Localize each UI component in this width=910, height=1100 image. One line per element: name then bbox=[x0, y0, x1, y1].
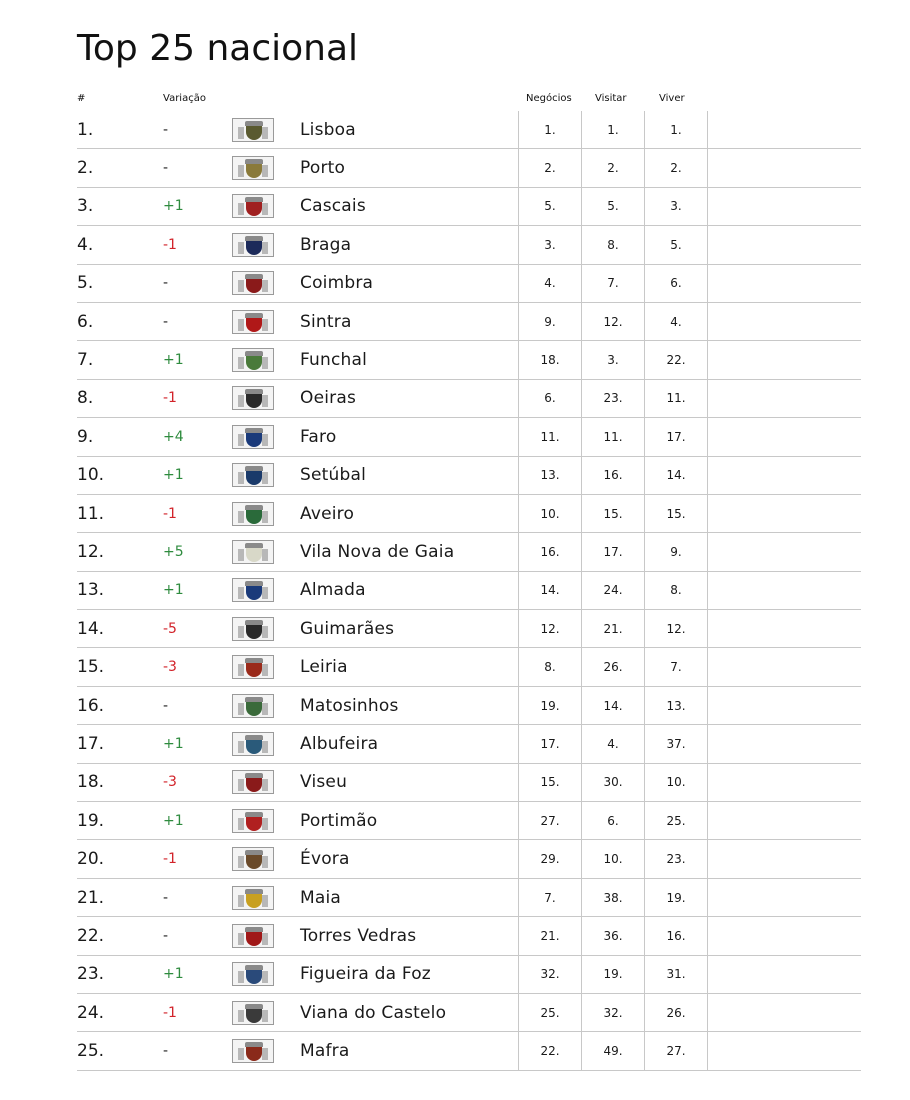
rank-position: 20. bbox=[77, 849, 105, 870]
city-name[interactable]: Aveiro bbox=[300, 503, 355, 524]
visit-rank: 32. bbox=[582, 993, 645, 1031]
city-name[interactable]: Cascais bbox=[300, 196, 366, 217]
rank-variation: - bbox=[163, 927, 169, 944]
row-spacer bbox=[708, 1032, 862, 1070]
rank-variation: -3 bbox=[163, 659, 177, 676]
city-name[interactable]: Viana do Castelo bbox=[300, 1002, 447, 1023]
crest-cell bbox=[232, 302, 300, 340]
visit-rank: 11. bbox=[582, 418, 645, 456]
table-row[interactable] bbox=[77, 878, 861, 916]
rank-position: 10. bbox=[77, 465, 105, 486]
table-row[interactable] bbox=[77, 955, 861, 993]
row-spacer bbox=[708, 686, 862, 724]
business-rank: 3. bbox=[519, 226, 582, 264]
city-name[interactable]: Torres Vedras bbox=[300, 925, 417, 946]
row-spacer bbox=[708, 610, 862, 648]
city-name[interactable]: Vila Nova de Gaia bbox=[300, 541, 455, 562]
table-row[interactable] bbox=[77, 648, 861, 686]
rank-variation: -3 bbox=[163, 774, 177, 791]
live-rank: 7. bbox=[645, 648, 708, 686]
city-name[interactable]: Maia bbox=[300, 887, 342, 908]
row-spacer bbox=[708, 840, 862, 878]
crest-cell bbox=[232, 341, 300, 379]
visit-rank: 16. bbox=[582, 456, 645, 494]
crest-icon bbox=[232, 310, 274, 334]
crest-cell bbox=[232, 494, 300, 532]
visit-rank: 12. bbox=[582, 302, 645, 340]
crest-cell bbox=[232, 418, 300, 456]
live-rank: 2. bbox=[645, 149, 708, 187]
crest-icon bbox=[232, 118, 274, 142]
rank-position: 16. bbox=[77, 695, 105, 716]
row-spacer bbox=[708, 802, 862, 840]
business-rank: 21. bbox=[519, 917, 582, 955]
crest-icon bbox=[232, 809, 274, 833]
rank-variation: - bbox=[163, 160, 169, 177]
crest-cell bbox=[232, 111, 300, 149]
crest-cell bbox=[232, 955, 300, 993]
rank-position: 24. bbox=[77, 1002, 105, 1023]
table-row[interactable] bbox=[77, 763, 861, 801]
business-rank: 29. bbox=[519, 840, 582, 878]
rank-position: 3. bbox=[77, 196, 94, 217]
header-visit: Visitar bbox=[595, 93, 627, 104]
live-rank: 4. bbox=[645, 302, 708, 340]
rank-variation: -1 bbox=[163, 851, 177, 868]
crest-cell bbox=[232, 802, 300, 840]
visit-rank: 15. bbox=[582, 494, 645, 532]
table-row[interactable] bbox=[77, 993, 861, 1031]
business-rank: 4. bbox=[519, 264, 582, 302]
rank-position: 19. bbox=[77, 810, 105, 831]
table-row[interactable] bbox=[77, 379, 861, 417]
crest-cell bbox=[232, 993, 300, 1031]
crest-cell bbox=[232, 763, 300, 801]
crest-icon bbox=[232, 271, 274, 295]
visit-rank: 19. bbox=[582, 955, 645, 993]
business-rank: 10. bbox=[519, 494, 582, 532]
business-rank: 5. bbox=[519, 187, 582, 225]
crest-icon bbox=[232, 847, 274, 871]
table-row[interactable] bbox=[77, 302, 861, 340]
rank-position: 8. bbox=[77, 388, 94, 409]
header-variation: Variação bbox=[163, 93, 206, 104]
rank-variation: -1 bbox=[163, 505, 177, 522]
table-row[interactable] bbox=[77, 533, 861, 571]
visit-rank: 26. bbox=[582, 648, 645, 686]
live-rank: 3. bbox=[645, 187, 708, 225]
crest-icon bbox=[232, 924, 274, 948]
rank-variation: -5 bbox=[163, 620, 177, 637]
rank-position: 25. bbox=[77, 1041, 105, 1062]
business-rank: 19. bbox=[519, 686, 582, 724]
business-rank: 11. bbox=[519, 418, 582, 456]
rank-variation: -1 bbox=[163, 236, 177, 253]
row-spacer bbox=[708, 494, 862, 532]
city-name[interactable]: Sintra bbox=[300, 311, 352, 332]
rank-variation: +4 bbox=[163, 428, 184, 445]
rank-position: 17. bbox=[77, 733, 105, 754]
live-rank: 1. bbox=[645, 111, 708, 149]
live-rank: 25. bbox=[645, 802, 708, 840]
city-name[interactable]: Guimarães bbox=[300, 618, 395, 639]
rank-variation: - bbox=[163, 313, 169, 330]
rank-variation: +1 bbox=[163, 352, 184, 369]
rank-position: 2. bbox=[77, 158, 94, 179]
row-spacer bbox=[708, 379, 862, 417]
table-row[interactable] bbox=[77, 111, 861, 149]
city-name[interactable]: Coimbra bbox=[300, 273, 374, 294]
city-name[interactable]: Almada bbox=[300, 580, 366, 601]
visit-rank: 5. bbox=[582, 187, 645, 225]
live-rank: 16. bbox=[645, 917, 708, 955]
live-rank: 22. bbox=[645, 341, 708, 379]
city-name[interactable]: Funchal bbox=[300, 350, 368, 371]
live-rank: 26. bbox=[645, 993, 708, 1031]
business-rank: 27. bbox=[519, 802, 582, 840]
rank-position: 15. bbox=[77, 657, 105, 678]
table-row[interactable] bbox=[77, 149, 861, 187]
crest-cell bbox=[232, 917, 300, 955]
crest-icon bbox=[232, 732, 274, 756]
row-spacer bbox=[708, 993, 862, 1031]
rank-position: 9. bbox=[77, 426, 94, 447]
business-rank: 25. bbox=[519, 993, 582, 1031]
crest-icon bbox=[232, 233, 274, 257]
row-spacer bbox=[708, 878, 862, 916]
city-name[interactable]: Faro bbox=[300, 426, 337, 447]
table-row[interactable] bbox=[77, 264, 861, 302]
crest-cell bbox=[232, 456, 300, 494]
crest-icon bbox=[232, 425, 274, 449]
crest-cell bbox=[232, 379, 300, 417]
business-rank: 13. bbox=[519, 456, 582, 494]
crest-cell bbox=[232, 725, 300, 763]
city-name[interactable]: Albufeira bbox=[300, 733, 379, 754]
crest-cell bbox=[232, 610, 300, 648]
page-title: Top 25 nacional bbox=[77, 28, 359, 69]
crest-icon bbox=[232, 962, 274, 986]
crest-icon bbox=[232, 1039, 274, 1063]
rank-position: 12. bbox=[77, 541, 105, 562]
rank-position: 1. bbox=[77, 119, 94, 140]
crest-icon bbox=[232, 194, 274, 218]
rank-position: 11. bbox=[77, 503, 105, 524]
crest-cell bbox=[232, 686, 300, 724]
table-row[interactable] bbox=[77, 610, 861, 648]
crest-icon bbox=[232, 694, 274, 718]
table-row[interactable] bbox=[77, 725, 861, 763]
rank-variation: +1 bbox=[163, 812, 184, 829]
rank-position: 4. bbox=[77, 234, 94, 255]
crest-icon bbox=[232, 386, 274, 410]
visit-rank: 38. bbox=[582, 878, 645, 916]
live-rank: 23. bbox=[645, 840, 708, 878]
row-spacer bbox=[708, 763, 862, 801]
city-name[interactable]: Leiria bbox=[300, 657, 348, 678]
rank-variation: - bbox=[163, 121, 169, 138]
crest-cell bbox=[232, 1032, 300, 1070]
visit-rank: 1. bbox=[582, 111, 645, 149]
crest-icon bbox=[232, 578, 274, 602]
live-rank: 17. bbox=[645, 418, 708, 456]
live-rank: 27. bbox=[645, 1032, 708, 1070]
visit-rank: 49. bbox=[582, 1032, 645, 1070]
visit-rank: 8. bbox=[582, 226, 645, 264]
live-rank: 6. bbox=[645, 264, 708, 302]
visit-rank: 17. bbox=[582, 533, 645, 571]
row-spacer bbox=[708, 264, 862, 302]
row-spacer bbox=[708, 187, 862, 225]
rank-variation: - bbox=[163, 889, 169, 906]
business-rank: 17. bbox=[519, 725, 582, 763]
rank-position: 5. bbox=[77, 273, 94, 294]
business-rank: 15. bbox=[519, 763, 582, 801]
crest-cell bbox=[232, 149, 300, 187]
live-rank: 14. bbox=[645, 456, 708, 494]
table-row[interactable] bbox=[77, 802, 861, 840]
row-spacer bbox=[708, 571, 862, 609]
business-rank: 7. bbox=[519, 878, 582, 916]
city-name[interactable]: Figueira da Foz bbox=[300, 964, 431, 985]
table-row[interactable] bbox=[77, 418, 861, 456]
rank-position: 6. bbox=[77, 311, 94, 332]
table-row[interactable] bbox=[77, 494, 861, 532]
crest-icon bbox=[232, 886, 274, 910]
row-spacer bbox=[708, 648, 862, 686]
row-spacer bbox=[708, 917, 862, 955]
crest-icon bbox=[232, 770, 274, 794]
business-rank: 12. bbox=[519, 610, 582, 648]
rank-position: 18. bbox=[77, 772, 105, 793]
visit-rank: 3. bbox=[582, 341, 645, 379]
crest-cell bbox=[232, 840, 300, 878]
city-name[interactable]: Portimão bbox=[300, 810, 378, 831]
live-rank: 19. bbox=[645, 878, 708, 916]
business-rank: 18. bbox=[519, 341, 582, 379]
row-spacer bbox=[708, 418, 862, 456]
table-row[interactable] bbox=[77, 187, 861, 225]
table-row[interactable] bbox=[77, 226, 861, 264]
live-rank: 15. bbox=[645, 494, 708, 532]
city-name[interactable]: Lisboa bbox=[300, 119, 356, 140]
city-name[interactable]: Oeiras bbox=[300, 388, 357, 409]
row-spacer bbox=[708, 341, 862, 379]
crest-cell bbox=[232, 533, 300, 571]
crest-icon bbox=[232, 463, 274, 487]
crest-icon bbox=[232, 348, 274, 372]
rank-variation: +1 bbox=[163, 198, 184, 215]
crest-cell bbox=[232, 264, 300, 302]
visit-rank: 21. bbox=[582, 610, 645, 648]
table-row[interactable] bbox=[77, 917, 861, 955]
live-rank: 8. bbox=[645, 571, 708, 609]
header-rank: # bbox=[77, 93, 86, 104]
rank-position: 23. bbox=[77, 964, 105, 985]
city-name[interactable]: Mafra bbox=[300, 1041, 350, 1062]
live-rank: 13. bbox=[645, 686, 708, 724]
table-row[interactable] bbox=[77, 341, 861, 379]
rank-variation: -1 bbox=[163, 390, 177, 407]
live-rank: 37. bbox=[645, 725, 708, 763]
live-rank: 31. bbox=[645, 955, 708, 993]
table-row[interactable] bbox=[77, 456, 861, 494]
crest-icon bbox=[232, 1001, 274, 1025]
city-name[interactable]: Évora bbox=[300, 849, 350, 870]
rank-position: 13. bbox=[77, 580, 105, 601]
rank-variation: +5 bbox=[163, 543, 184, 560]
business-rank: 9. bbox=[519, 302, 582, 340]
city-name[interactable]: Matosinhos bbox=[300, 695, 399, 716]
city-name[interactable]: Viseu bbox=[300, 772, 348, 793]
header-business: Negócios bbox=[526, 93, 572, 104]
crest-cell bbox=[232, 187, 300, 225]
visit-rank: 23. bbox=[582, 379, 645, 417]
rank-variation: - bbox=[163, 1043, 169, 1060]
visit-rank: 30. bbox=[582, 763, 645, 801]
rank-position: 14. bbox=[77, 618, 105, 639]
ranking-table bbox=[77, 111, 861, 1071]
crest-icon bbox=[232, 655, 274, 679]
live-rank: 9. bbox=[645, 533, 708, 571]
rank-position: 21. bbox=[77, 887, 105, 908]
rank-variation: +1 bbox=[163, 966, 184, 983]
crest-icon bbox=[232, 156, 274, 180]
table-row[interactable] bbox=[77, 571, 861, 609]
rank-variation: - bbox=[163, 275, 169, 292]
row-spacer bbox=[708, 725, 862, 763]
visit-rank: 4. bbox=[582, 725, 645, 763]
business-rank: 8. bbox=[519, 648, 582, 686]
crest-cell bbox=[232, 878, 300, 916]
table-row[interactable] bbox=[77, 840, 861, 878]
visit-rank: 7. bbox=[582, 264, 645, 302]
business-rank: 6. bbox=[519, 379, 582, 417]
crest-cell bbox=[232, 648, 300, 686]
row-spacer bbox=[708, 149, 862, 187]
visit-rank: 14. bbox=[582, 686, 645, 724]
rank-position: 22. bbox=[77, 925, 105, 946]
crest-cell bbox=[232, 571, 300, 609]
visit-rank: 36. bbox=[582, 917, 645, 955]
rank-position: 7. bbox=[77, 350, 94, 371]
table-row[interactable] bbox=[77, 686, 861, 724]
business-rank: 32. bbox=[519, 955, 582, 993]
city-name[interactable]: Setúbal bbox=[300, 465, 367, 486]
business-rank: 16. bbox=[519, 533, 582, 571]
live-rank: 10. bbox=[645, 763, 708, 801]
live-rank: 12. bbox=[645, 610, 708, 648]
row-spacer bbox=[708, 955, 862, 993]
business-rank: 14. bbox=[519, 571, 582, 609]
business-rank: 22. bbox=[519, 1032, 582, 1070]
header-live: Viver bbox=[659, 93, 685, 104]
visit-rank: 6. bbox=[582, 802, 645, 840]
crest-icon bbox=[232, 617, 274, 641]
rank-variation: +1 bbox=[163, 582, 184, 599]
live-rank: 5. bbox=[645, 226, 708, 264]
city-name[interactable]: Braga bbox=[300, 234, 352, 255]
row-spacer bbox=[708, 226, 862, 264]
visit-rank: 24. bbox=[582, 571, 645, 609]
rank-variation: +1 bbox=[163, 467, 184, 484]
rank-variation: -1 bbox=[163, 1004, 177, 1021]
rank-variation: +1 bbox=[163, 735, 184, 752]
business-rank: 2. bbox=[519, 149, 582, 187]
visit-rank: 2. bbox=[582, 149, 645, 187]
live-rank: 11. bbox=[645, 379, 708, 417]
crest-icon bbox=[232, 502, 274, 526]
city-name[interactable]: Porto bbox=[300, 158, 346, 179]
crest-icon bbox=[232, 540, 274, 564]
row-spacer bbox=[708, 456, 862, 494]
visit-rank: 10. bbox=[582, 840, 645, 878]
rank-variation: - bbox=[163, 697, 169, 714]
table-row[interactable] bbox=[77, 1032, 861, 1070]
row-spacer bbox=[708, 302, 862, 340]
crest-cell bbox=[232, 226, 300, 264]
row-spacer bbox=[708, 533, 862, 571]
business-rank: 1. bbox=[519, 111, 582, 149]
row-spacer bbox=[708, 111, 862, 149]
